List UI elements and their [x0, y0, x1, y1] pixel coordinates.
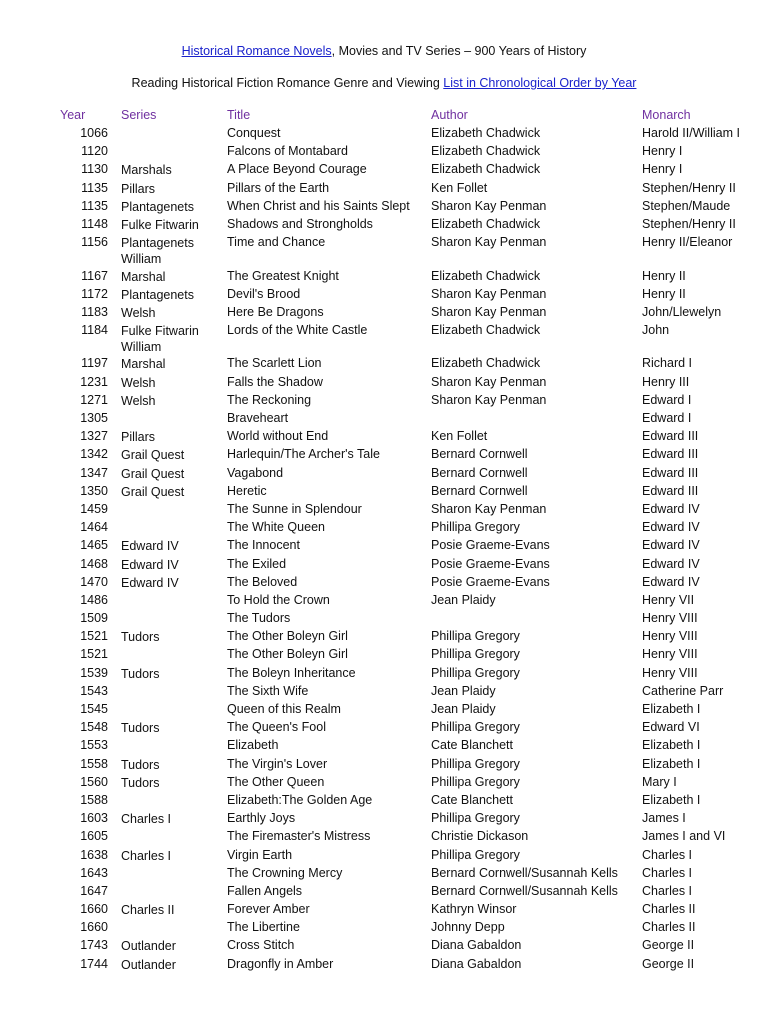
series-cell: Plantagenets [121, 287, 194, 302]
series-cell: Marshal [121, 357, 166, 372]
table-row [0, 126, 768, 144]
author-cell: Phillipa Gregory [431, 629, 520, 644]
year-cell: 1342 [80, 447, 108, 462]
table-row [0, 323, 768, 356]
year-cell: 1271 [80, 392, 108, 407]
title-cell: The Sunne in Splendour [227, 501, 362, 516]
year-cell: 1543 [80, 683, 108, 698]
author-cell: Jean Plaidy [431, 592, 496, 607]
table-row [0, 611, 768, 629]
series-cell: Edward IV [121, 575, 179, 590]
year-cell: 1183 [81, 304, 108, 319]
monarch-cell: Stephen/Henry II [642, 180, 736, 195]
year-cell: 1603 [80, 811, 108, 826]
monarch-cell: Catherine Parr [642, 683, 724, 698]
monarch-cell: Elizabeth I [642, 792, 701, 807]
title-cell: Elizabeth [227, 738, 279, 753]
monarch-cell: Elizabeth I [642, 738, 701, 753]
year-cell: 1135 [81, 180, 108, 195]
book-table [0, 126, 768, 975]
title-cell: The Other Boleyn Girl [227, 647, 348, 662]
table-row [0, 375, 768, 393]
author-cell: Bernard Cornwell [431, 447, 528, 462]
monarch-cell: Charles I [642, 865, 693, 880]
title-cell: World without End [227, 429, 329, 444]
year-cell: 1605 [80, 829, 108, 844]
table-row [0, 217, 768, 235]
monarch-cell: Harold II/William I [642, 126, 740, 140]
monarch-cell: Charles I [642, 883, 693, 898]
title-cell: Here Be Dragons [227, 304, 324, 319]
monarch-cell: John [642, 323, 670, 338]
year-cell: 1660 [80, 920, 108, 935]
table-row [0, 920, 768, 938]
author-cell: Jean Plaidy [431, 683, 496, 698]
table-row [0, 811, 768, 829]
monarch-cell: Charles II [642, 902, 696, 917]
author-cell: Bernard Cornwell/Susannah Kells [431, 865, 618, 880]
monarch-cell: Edward IV [642, 520, 700, 535]
series-cell: Welsh [121, 305, 156, 320]
author-cell: Bernard Cornwell [431, 465, 528, 480]
table-row [0, 957, 768, 975]
author-cell: Sharon Kay Penman [431, 501, 547, 516]
title-cell: Time and Chance [227, 235, 326, 250]
series-cell: Outlander [121, 957, 176, 972]
table-row [0, 702, 768, 720]
title-cell: Devil's Brood [227, 286, 301, 301]
title-cell: Falls the Shadow [227, 374, 323, 389]
title-cell: Falcons of Montabard [227, 144, 348, 159]
author-cell: Christie Dickason [431, 829, 529, 844]
series-cell: Grail Quest [121, 466, 185, 481]
year-cell: 1130 [81, 162, 108, 177]
document-heading [0, 44, 768, 58]
year-cell: 1548 [80, 720, 108, 735]
monarch-cell: Edward IV [642, 538, 700, 553]
title-cell: The Firemaster's Mistress [227, 829, 371, 844]
table-row [0, 938, 768, 956]
column-header-year: Year [60, 108, 86, 122]
table-row [0, 429, 768, 447]
title-cell: When Christ and his Saints Slept [227, 198, 410, 213]
author-cell: Johnny Depp [431, 920, 505, 935]
year-cell: 1560 [80, 774, 108, 789]
table-row [0, 647, 768, 665]
title-cell: Shadows and Strongholds [227, 216, 373, 231]
monarch-cell: Henry VIII [642, 611, 698, 626]
monarch-cell: Edward IV [642, 501, 700, 516]
table-row [0, 305, 768, 323]
year-cell: 1465 [80, 538, 108, 553]
series-cell: Tudors [121, 666, 160, 681]
column-header-author: Author [431, 108, 468, 122]
year-cell: 1553 [80, 738, 108, 753]
author-cell: Phillipa Gregory [431, 647, 520, 662]
title-cell: Fallen Angels [227, 883, 303, 898]
table-row [0, 557, 768, 575]
table-row [0, 793, 768, 811]
author-cell: Diana Gabaldon [431, 938, 522, 953]
author-cell: Phillipa Gregory [431, 774, 520, 789]
monarch-cell: Henry II/Eleanor [642, 235, 733, 250]
year-cell: 1120 [81, 144, 108, 159]
document-subheading [0, 76, 768, 90]
author-cell: Phillipa Gregory [431, 520, 520, 535]
title-cell: Cross Stitch [227, 938, 295, 953]
author-cell: Sharon Kay Penman [431, 286, 547, 301]
author-cell: Ken Follet [431, 180, 488, 195]
title-cell: Pillars of the Earth [227, 180, 330, 195]
table-row [0, 684, 768, 702]
series-cell: Edward IV [121, 539, 179, 554]
monarch-cell: Henry VII [642, 592, 695, 607]
table-row [0, 144, 768, 162]
title-cell: The White Queen [227, 520, 325, 535]
author-cell: Diana Gabaldon [431, 956, 522, 971]
table-row [0, 538, 768, 556]
table-row [0, 848, 768, 866]
series-cell: Tudors [121, 721, 160, 736]
monarch-cell: Henry I [642, 144, 683, 159]
monarch-cell: Edward IV [642, 556, 700, 571]
series-cell: Edward IV [121, 557, 179, 572]
series-cell: Grail Quest [121, 448, 185, 463]
series-cell: Charles I [121, 848, 172, 863]
author-cell: Posie Graeme-Evans [431, 556, 550, 571]
table-row [0, 484, 768, 502]
author-cell: Phillipa Gregory [431, 847, 520, 862]
author-cell: Bernard Cornwell [431, 483, 528, 498]
title-cell: Vagabond [227, 465, 284, 480]
series-cell: Charles I [121, 812, 172, 827]
year-cell: 1643 [80, 865, 108, 880]
year-cell: 1521 [80, 647, 108, 662]
author-cell: Elizabeth Chadwick [431, 323, 541, 338]
table-row [0, 235, 768, 268]
year-cell: 1156 [81, 235, 108, 250]
table-row [0, 447, 768, 465]
title-cell: The Crowning Mercy [227, 865, 343, 880]
monarch-cell: Henry II [642, 286, 686, 301]
monarch-cell: Henry I [642, 162, 683, 177]
table-row [0, 593, 768, 611]
table-row [0, 411, 768, 429]
author-cell: Elizabeth Chadwick [431, 126, 541, 140]
monarch-cell: George II [642, 938, 695, 953]
author-cell: Phillipa Gregory [431, 720, 520, 735]
table-row [0, 575, 768, 593]
monarch-cell: Mary I [642, 774, 677, 789]
title-cell: The Virgin's Lover [227, 756, 328, 771]
year-cell: 1327 [80, 429, 108, 444]
heading-subtitle: , Movies and TV Series – 900 Years of History [331, 44, 587, 58]
title-cell: Elizabeth:The Golden Age [227, 792, 373, 807]
column-header-title: Title [227, 108, 251, 122]
author-cell: Phillipa Gregory [431, 756, 520, 771]
title-cell: Lords of the White Castle [227, 323, 368, 338]
monarch-cell: Henry VIII [642, 665, 698, 680]
title-cell: To Hold the Crown [227, 592, 330, 607]
author-cell: Kathryn Winsor [431, 902, 517, 917]
series-cell: Fulke Fitwarin [121, 217, 199, 232]
title-cell: A Place Beyond Courage [227, 162, 367, 177]
column-header-monarch: Monarch [642, 108, 691, 122]
series-cell: Outlander [121, 939, 176, 954]
series-cell: Plantagenets William [121, 236, 194, 267]
author-cell: Elizabeth Chadwick [431, 356, 541, 371]
table-row [0, 520, 768, 538]
historical-romance-novels-link[interactable]: Historical Romance Novels [181, 44, 332, 58]
author-cell: Sharon Kay Penman [431, 392, 547, 407]
title-cell: The Tudors [227, 611, 291, 626]
author-cell: Posie Graeme-Evans [431, 538, 550, 553]
monarch-cell: Stephen/Henry II [642, 216, 736, 231]
series-cell: Plantagenets [121, 199, 194, 214]
author-cell: Sharon Kay Penman [431, 304, 547, 319]
title-cell: The Innocent [227, 538, 300, 553]
year-cell: 1066 [80, 126, 108, 140]
author-cell: Bernard Cornwell/Susannah Kells [431, 883, 618, 898]
series-cell: Tudors [121, 775, 160, 790]
table-row [0, 269, 768, 287]
monarch-cell: Henry VIII [642, 647, 698, 662]
year-cell: 1135 [81, 198, 108, 213]
table-row [0, 829, 768, 847]
monarch-cell: Edward I [642, 411, 692, 426]
table-row [0, 666, 768, 684]
author-cell: Ken Follet [431, 429, 488, 444]
year-cell: 1647 [80, 883, 108, 898]
year-cell: 1347 [80, 465, 108, 480]
year-cell: 1638 [80, 847, 108, 862]
author-cell: Cate Blanchett [431, 738, 513, 753]
monarch-cell: Elizabeth I [642, 702, 701, 717]
monarch-cell: Edward III [642, 465, 699, 480]
table-row [0, 738, 768, 756]
table-row [0, 720, 768, 738]
author-cell: Elizabeth Chadwick [431, 144, 541, 159]
author-cell: Elizabeth Chadwick [431, 268, 541, 283]
title-cell: Queen of this Realm [227, 702, 341, 717]
monarch-cell: James I [642, 811, 686, 826]
table-row [0, 775, 768, 793]
year-cell: 1660 [80, 902, 108, 917]
year-cell: 1539 [80, 665, 108, 680]
title-cell: The Beloved [227, 574, 298, 589]
monarch-cell: Edward III [642, 429, 699, 444]
column-header-series: Series [121, 108, 157, 122]
author-cell: Sharon Kay Penman [431, 374, 547, 389]
author-cell: Posie Graeme-Evans [431, 574, 550, 589]
monarch-cell: John/Llewelyn [642, 304, 722, 319]
year-cell: 1167 [81, 268, 108, 283]
year-cell: 1509 [80, 611, 108, 626]
monarch-cell: Edward I [642, 392, 692, 407]
table-row [0, 629, 768, 647]
title-cell: Dragonfly in Amber [227, 956, 334, 971]
title-cell: Harlequin/The Archer's Tale [227, 447, 380, 462]
year-cell: 1558 [80, 756, 108, 771]
monarch-cell: Henry VIII [642, 629, 698, 644]
table-row [0, 181, 768, 199]
author-cell: Sharon Kay Penman [431, 235, 547, 250]
author-cell: Jean Plaidy [431, 702, 496, 717]
table-row [0, 902, 768, 920]
table-row [0, 884, 768, 902]
title-cell: Forever Amber [227, 902, 310, 917]
author-cell: Elizabeth Chadwick [431, 162, 541, 177]
monarch-cell: Charles II [642, 920, 696, 935]
monarch-cell: Stephen/Maude [642, 198, 731, 213]
table-row [0, 393, 768, 411]
author-cell: Phillipa Gregory [431, 665, 520, 680]
title-cell: The Other Boleyn Girl [227, 629, 348, 644]
monarch-cell: George II [642, 956, 695, 971]
series-cell: Tudors [121, 757, 160, 772]
monarch-cell: James I and VI [642, 829, 726, 844]
year-cell: 1486 [80, 592, 108, 607]
year-cell: 1459 [80, 501, 108, 516]
title-cell: The Greatest Knight [227, 268, 339, 283]
monarch-cell: Charles I [642, 847, 693, 862]
author-cell: Sharon Kay Penman [431, 198, 547, 213]
author-cell: Cate Blanchett [431, 792, 513, 807]
monarch-cell: Henry II [642, 268, 686, 283]
year-cell: 1231 [80, 374, 108, 389]
year-cell: 1184 [81, 323, 108, 338]
year-cell: 1588 [80, 792, 108, 807]
year-cell: 1521 [80, 629, 108, 644]
chronological-list-link[interactable]: List in Chronological Order by Year [443, 76, 637, 90]
title-cell: Heretic [227, 483, 267, 498]
series-cell: Grail Quest [121, 484, 185, 499]
author-cell: Phillipa Gregory [431, 811, 520, 826]
table-row [0, 287, 768, 305]
title-cell: The Queen's Fool [227, 720, 326, 735]
title-cell: The Sixth Wife [227, 683, 309, 698]
title-cell: The Libertine [227, 920, 300, 935]
year-cell: 1172 [81, 286, 108, 301]
title-cell: The Other Queen [227, 774, 325, 789]
series-cell: Pillars [121, 181, 156, 196]
series-cell: Marshals [121, 163, 172, 178]
series-cell: Fulke Fitwarin William [121, 324, 199, 355]
title-cell: The Scarlett Lion [227, 356, 322, 371]
year-cell: 1350 [80, 483, 108, 498]
monarch-cell: Henry III [642, 374, 690, 389]
year-cell: 1148 [81, 216, 108, 231]
monarch-cell: Richard I [642, 356, 693, 371]
table-row [0, 162, 768, 180]
year-cell: 1197 [81, 356, 108, 371]
table-row [0, 199, 768, 217]
monarch-cell: Edward III [642, 447, 699, 462]
title-cell: Braveheart [227, 411, 289, 426]
table-row [0, 757, 768, 775]
title-cell: The Reckoning [227, 392, 312, 407]
year-cell: 1470 [80, 574, 108, 589]
series-cell: Pillars [121, 430, 156, 445]
monarch-cell: Edward VI [642, 720, 700, 735]
series-cell: Tudors [121, 630, 160, 645]
title-cell: Virgin Earth [227, 847, 293, 862]
series-cell: Welsh [121, 375, 156, 390]
monarch-cell: Edward III [642, 483, 699, 498]
title-cell: The Exiled [227, 556, 287, 571]
title-cell: The Boleyn Inheritance [227, 665, 356, 680]
series-cell: Welsh [121, 393, 156, 408]
table-row [0, 466, 768, 484]
monarch-cell: Edward IV [642, 574, 700, 589]
monarch-cell: Elizabeth I [642, 756, 701, 771]
title-cell: Conquest [227, 126, 281, 140]
author-cell: Elizabeth Chadwick [431, 216, 541, 231]
year-cell: 1468 [80, 556, 108, 571]
year-cell: 1545 [80, 702, 108, 717]
year-cell: 1464 [80, 520, 108, 535]
table-row [0, 356, 768, 374]
series-cell: Marshal [121, 269, 166, 284]
year-cell: 1743 [80, 938, 108, 953]
subheading-text: Reading Historical Fiction Romance Genre and Viewing [131, 76, 444, 90]
title-cell: Earthly Joys [227, 811, 296, 826]
year-cell: 1744 [80, 956, 108, 971]
year-cell: 1305 [80, 411, 108, 426]
table-row [0, 866, 768, 884]
series-cell: Charles II [121, 903, 175, 918]
table-row [0, 502, 768, 520]
